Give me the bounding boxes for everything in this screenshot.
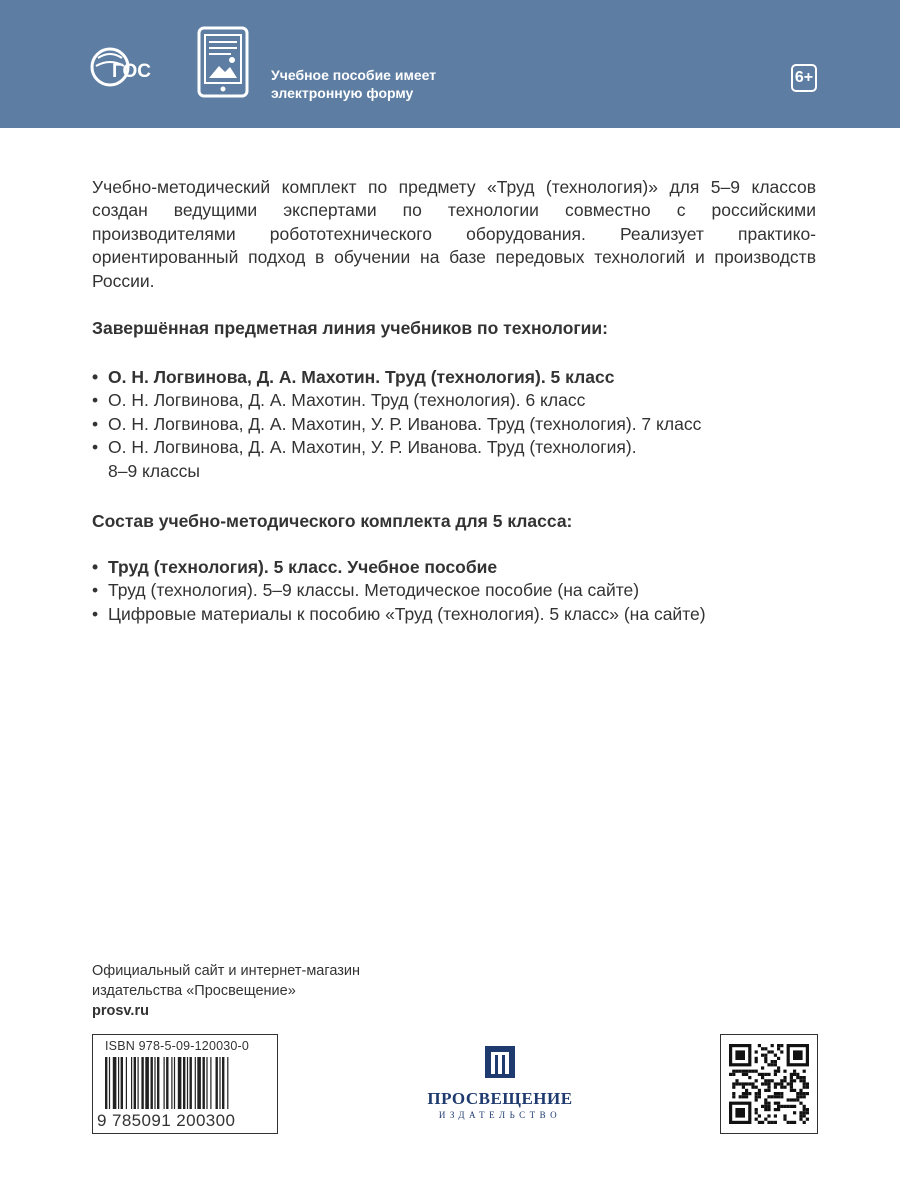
list-item: • Труд (технология). 5 класс. Учебное пособие <box>92 556 706 579</box>
publisher-name: ПРОСВЕЩЕНИЕ <box>427 1089 573 1108</box>
publisher-subtitle: ИЗДАТЕЛЬСТВО <box>438 1110 562 1120</box>
site-info-line2: издательства «Просвещение» <box>92 983 296 999</box>
header-band <box>0 0 900 128</box>
intro-paragraph: Учебно-методический комплект по предмету «Труд (технология)» для 5–9 классов создан ведущими экспертами по технологии совместно с российскими производителями робототехнического оборудования. Реализует практико-ориентированный подход в обучении на базе передовых технологий и производств России. <box>92 177 816 291</box>
site-info-line1: Официальный сайт и интернет-магазин <box>92 963 360 979</box>
barcode-icon <box>105 1057 267 1109</box>
fgos-logo-text: ГОС <box>112 61 152 82</box>
textbook-line-list <box>92 366 701 483</box>
qr-code-icon[interactable] <box>720 1034 818 1134</box>
kit-list <box>92 556 706 626</box>
list-item <box>92 436 701 483</box>
site-url-link[interactable]: prosv.ru <box>92 1003 149 1019</box>
isbn-label: ISBN 978-5-09-120030-0 <box>105 1039 250 1053</box>
isbn-barcode-box <box>92 1034 278 1134</box>
kit-section-title: Состав учебно-методического комплекта для 5 класса: <box>92 511 573 531</box>
list-item-line2: 8–9 классы <box>108 460 200 481</box>
electronic-form-line2: электронную форму <box>271 85 414 101</box>
barcode-digits: 9 785091 200300 <box>97 1111 236 1130</box>
tablet-icon <box>197 26 249 98</box>
publisher-site-info <box>92 961 360 1021</box>
age-rating-badge: 6+ <box>791 64 817 92</box>
list-item: • О. Н. Логвинова, Д. А. Махотин. Труд (технология). 6 класс <box>92 389 701 412</box>
list-item-line1: О. Н. Логвинова, Д. А. Махотин, У. Р. Иванова. Труд (технология). <box>108 437 637 458</box>
list-item: • Цифровые материалы к пособию «Труд (технология). 5 класс» (на сайте) <box>92 603 706 626</box>
list-item: • Труд (технология). 5–9 классы. Методическое пособие (на сайте) <box>92 579 706 602</box>
fgos-logo-icon <box>90 44 170 90</box>
publisher-emblem-icon <box>483 1044 517 1080</box>
list-item: • О. Н. Логвинова, Д. А. Махотин. Труд (технология). 5 класс <box>92 366 701 389</box>
list-item: • О. Н. Логвинова, Д. А. Махотин, У. Р. Иванова. Труд (технология). 7 класс <box>92 413 701 436</box>
line-section-title: Завершённая предметная линия учебников по технологии: <box>92 318 609 338</box>
publisher-logo <box>416 1044 584 1120</box>
electronic-form-note <box>271 66 436 102</box>
electronic-form-line1: Учебное пособие имеет <box>271 67 437 83</box>
